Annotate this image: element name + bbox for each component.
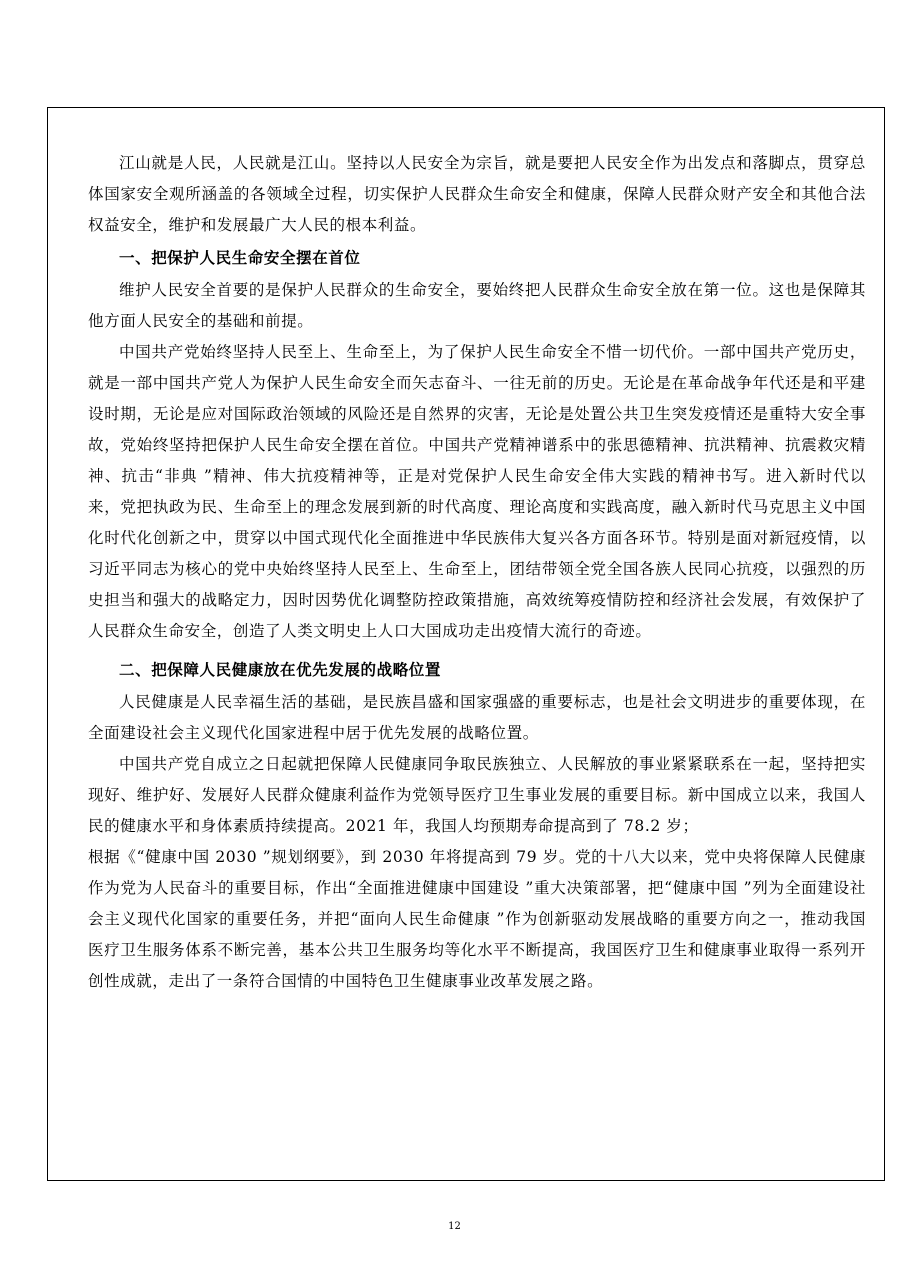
section1-paragraph-2: 中国共产党始终坚持人民至上、生命至上，为了保护人民生命安全不惜一切代价。一部中国共产党历史，就是一部中国共产党人为保护人民生命安全而矢志奋斗、一往无前的历史。无论是在革命战争年代还是和平建设时期，无论是应对国际政治领域的风险还是自然界的灾害，无论是处置公共卫生突发疫情还是重特大安全事故，党始终坚持把保护人民生命安全摆在首位。中国共产党精神谱系中的张思德精神、抗洪精神、抗震救灾精神、抗击“非典 ”精神、伟大抗疫精神等，正是对党保护人民生命安全伟大实践的精神书写。进入新时代以来，党把执政为民、生命至上的理念发展到新的时代高度、理论高度和实践高度，融入新时代马克思主义中国化时代化创新之中，贯穿以中国式现代化全面推进中华民族伟大复兴各方面各环节。特别是面对新冠疫情，以习近平同志为核心的党中央始终坚持人民至上、生命至上，团结带领全党全国各族人民同心抗疫，以强烈的历史担当和强大的战略定力，因时因势优化调整防控政策措施，高效统筹疫情防控和经济社会发展，有效保护了人民群众生命安全，创造了人类文明史上人口大国成功走出疫情大流行的奇迹。	[88, 343, 866, 640]
section2-paragraph-1: 人民健康是人民幸福生活的基础，是民族昌盛和国家强盛的重要标志，也是社会文明进步的重要体现，在全面建设社会主义现代化国家进程中居于优先发展的战略位置。	[88, 693, 866, 742]
document-body	[88, 148, 866, 997]
section1-paragraph-1: 维护人民安全首要的是保护人民群众的生命安全，要始终把人民群众生命安全放在第一位。这也是保障其他方面人民安全的基础和前提。	[88, 281, 866, 330]
page-frame	[47, 107, 885, 1181]
section2-paragraph-3: 根据《“健康中国 2030 ”规划纲要》，到 2030 年将提高到 79 岁。党的十八大以来，党中央将保障人民健康作为党为人民奋斗的重要目标，作出“全面推进健康中国建设 ”重大决策部署，把“健康中国 ”列为全面建设社会主义现代化国家的重要任务，并把“面向人民生命健康 ”作为创新驱动发展战略的重要方向之一，推动我国医疗卫生服务体系不断完善，基本公共卫生服务均等化水平不断提高，我国医疗卫生和健康事业取得一系列开创性成就，走出了一条符合国情的中国特色卫生健康事业改革发展之路。	[88, 848, 866, 990]
intro-paragraph: 江山就是人民，人民就是江山。坚持以人民安全为宗旨，就是要把人民安全作为出发点和落脚点，贯穿总体国家安全观所涵盖的各领域全过程，切实保护人民群众生命安全和健康，保障人民群众财产安全和其他合法权益安全，维护和发展最广大人民的根本利益。	[88, 154, 866, 234]
section-heading-1: 一、把保护人民生命安全摆在首位	[119, 248, 361, 267]
section-heading-2: 二、把保障人民健康放在优先发展的战略位置	[119, 660, 442, 679]
section2-paragraph-2: 中国共产党自成立之日起就把保障人民健康同争取民族独立、人民解放的事业紧紧联系在一起，坚持把实现好、维护好、发展好人民群众健康利益作为党领导医疗卫生事业发展的重要目标。新中国成立以来，我国人民的健康水平和身体素质持续提高。2021 年，我国人均预期寿命提高到了 78.2 岁；	[88, 755, 866, 835]
page-number: 12	[448, 1221, 461, 1232]
